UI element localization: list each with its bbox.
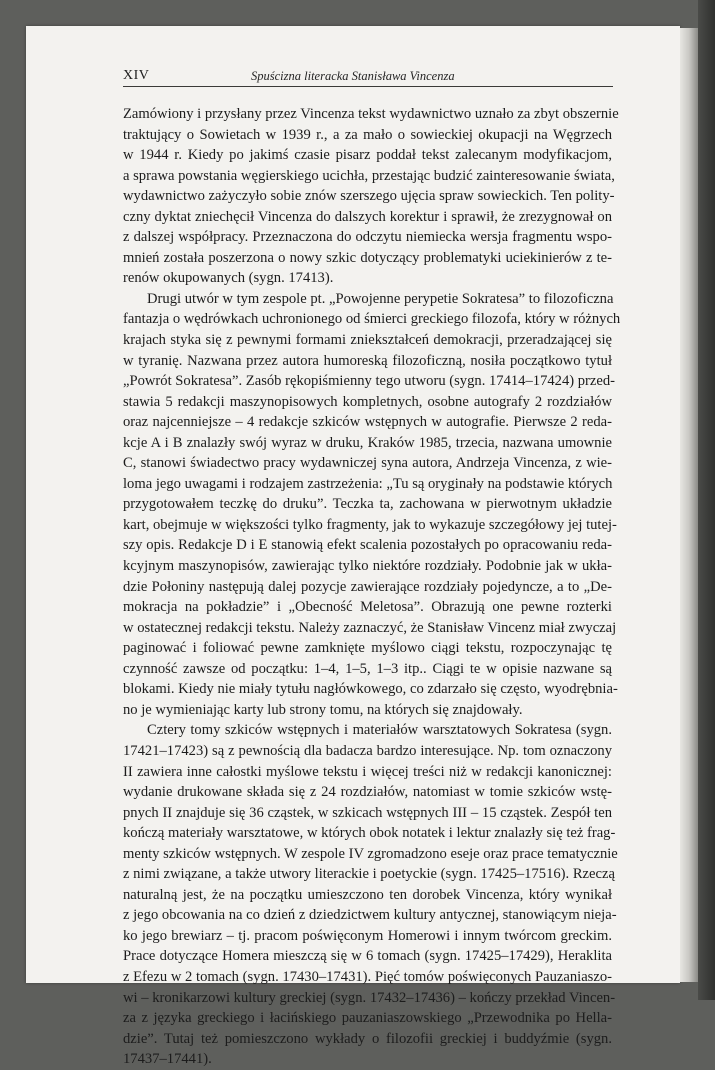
text-line: C, stanowi świadectwo pracy wydawniczej syna autora, Andrzeja Vincenza, z wie- <box>123 455 612 472</box>
text-line: wi – kronikarzowi kultury greckiej (sygn. 17432–17436) – kończy przekład Vincen- <box>123 989 616 1006</box>
text-line: za z języka greckiego i łacińskiego pauzaniaszowskiego „Przewodnika po Hella- <box>123 1010 612 1027</box>
text-line: wydawnictwo zażyczyło sobie znów szerszego ujęcia spraw sowieckich. Ten polity- <box>123 188 615 205</box>
text-line: wydanie drukowane składa się z 24 rozdziałów, natomiast w tomie szkiców wstę- <box>123 784 612 801</box>
text-line: pnych II znajduje się 36 cząstek, w szkicach wstępnych III – 15 cząstek. Zespół ten <box>123 804 612 821</box>
text-line: kcyjnym maszynopisów, zawierając tylko niektóre rozdziały. Podobnie jak w ukła- <box>123 558 612 575</box>
text-line: szy opis. Redakcje D i E stanowią efekt scalenia pozostałych po opracowaniu reda- <box>123 537 612 554</box>
text-line: krajach styka się z pewnymi formami zniekształceń demokracji, przeradzającej się <box>123 332 612 349</box>
text-line: kcje A i B znalazły swój wyraz w druku, Kraków 1985, trzecia, nazwana umownie <box>123 434 612 451</box>
text-line: w ostatecznej redakcji tekstu. Należy zaznaczyć, że Stanisław Vincenz miał zwyczaj <box>123 619 617 636</box>
text-line: w tyranię. Nazwana przez autora humoreską filozoficzną, nosiła początkowo tytuł <box>123 352 612 369</box>
text-line: dzie”. Tutaj też pomieszczono wykłady o filozofii greckiej i buddyźmie (sygn. <box>123 1030 612 1047</box>
text-line: blokami. Kiedy nie miały tytułu nagłówkowego, co zdarzało się często, wyodrębnia- <box>123 681 618 698</box>
body-text <box>123 104 621 1070</box>
page-number: XIV <box>123 68 150 83</box>
text-line: 17437–17441). <box>123 1051 212 1068</box>
text-line: ko jego brewiarz – tj. pracom poświęconym Homerowi i innym twórcom greckim. <box>123 927 612 944</box>
text-line: przygotowałem teczkę do druku”. Teczka ta, zachowana w pierwotnym układzie <box>123 496 612 513</box>
text-line: renów okupowanych (sygn. 17413). <box>123 270 334 287</box>
text-line: fantazja o wędrówkach uchronionego od śmierci greckiego filozofa, który w różnych <box>123 311 621 328</box>
text-line: czny dyktat zniechęcił Vincenza do dalszych korektur i sprawił, że zrezygnował on <box>123 208 612 225</box>
text-line: kart, obejmuje w większości tylko fragmenty, jak to wykazuje szczegółowy jej tutej- <box>123 516 617 533</box>
text-line: Drugi utwór w tym zespole pt. „Powojenne perypetie Sokratesa” to filozoficzna <box>147 290 614 307</box>
text-line: a sprawa powstania węgierskiego ucichła, przestając budzić zainteresowanie świata, <box>123 167 615 184</box>
running-title: Spuścizna literacka Stanisława Vincenza <box>251 69 455 83</box>
text-line: traktujący o Sowietach w 1939 r., a za mało o sowieckiej okupacji na Węgrzech <box>123 126 612 143</box>
text-line: Zamówiony i przysłany przez Vincenza tekst wydawnictwo uznało za zbyt obszernie <box>123 106 619 122</box>
text-line: oraz najcenniejsze – 4 redakcje szkiców wstępnych w autografie. Pierwsze 2 reda- <box>123 414 612 431</box>
text-line: „Powrót Sokratesa”. Zasób rękopiśmienny tego utworu (sygn. 17414–17424) przed- <box>123 373 616 390</box>
text-line: kończą materiały warsztatowe, w których obok notatek i lektur znalazły się też frag- <box>123 825 616 842</box>
text-line: naturalną jest, że na początku umieszczono ten dorobek Vincenza, który wynikał <box>123 886 612 903</box>
text-line: dzie Połoniny następują dalej pozycje zawierające rozdziały pojedyncze, a to „De- <box>123 578 612 595</box>
text-line: mnień została poszerzona o nowy szkic dotyczący problematyki uciekinierów z te- <box>123 249 612 266</box>
text-line: z jego obcowania na co dzień z dziedzictwem kultury antycznej, stanowiącym nieja- <box>123 907 617 924</box>
text-line: z dalszej współpracy. Przeznaczona do odczytu niemiecka wersja fragmentu wspo- <box>123 229 612 246</box>
text-line: mokracja na pokładzie” i „Obecność Meletosa”. Obrazują one pewne rozterki <box>123 599 612 616</box>
text-line: loma jego uwagami i rodzajem zastrzeżenia: „Tu są oryginały na podstawie których <box>123 475 613 492</box>
text-line: w 1944 r. Kiedy po jakimś czasie pisarz poddał tekst zalecanym modyfikacjom, <box>123 147 612 164</box>
scan-border <box>698 0 715 1000</box>
text-line: no je wymieniając karty lub strony tomu, na których się znajdowały. <box>123 701 523 718</box>
text-line: Prace dotyczące Homera mieszczą się w 6 tomach (sygn. 17425–17429), Heraklita <box>123 948 612 965</box>
page-edge <box>680 28 698 982</box>
text-line: II zawiera inne całostki myślowe tekstu i więcej treści niż w redakcji kanonicznej: <box>123 763 612 780</box>
text-line: z Efezu w 2 tomach (sygn. 17430–17431). Pięć tomów poświęconych Pauzaniaszo- <box>123 968 612 985</box>
text-line: stawia 5 redakcji maszynopisowych kompletnych, osobne autografy 2 rozdziałów <box>123 393 612 410</box>
text-line: Cztery tomy szkiców wstępnych i materiałów warsztatowych Sokratesa (sygn. <box>147 722 612 739</box>
text-line: 17421–17423) są z pewnością dla badacza bardzo interesujące. Np. tom oznaczony <box>123 742 612 759</box>
text-line: paginować i foliować pewne zamknięte myślowo ciągi tekstu, rozpoczynając tę <box>123 640 612 657</box>
page-header <box>123 68 613 87</box>
text-line: menty szkiców wstępnych. W zespole IV zgromadzono eseje oraz prace tematycznie <box>123 845 618 862</box>
text-line: czynność zawsze od początku: 1–4, 1–5, 1–3 itp.. Ciągi te w opisie nazwane są <box>123 660 612 677</box>
text-line: z nimi związane, a także utwory literackie i poetyckie (sygn. 17425–17516). Rzeczą <box>123 866 615 883</box>
